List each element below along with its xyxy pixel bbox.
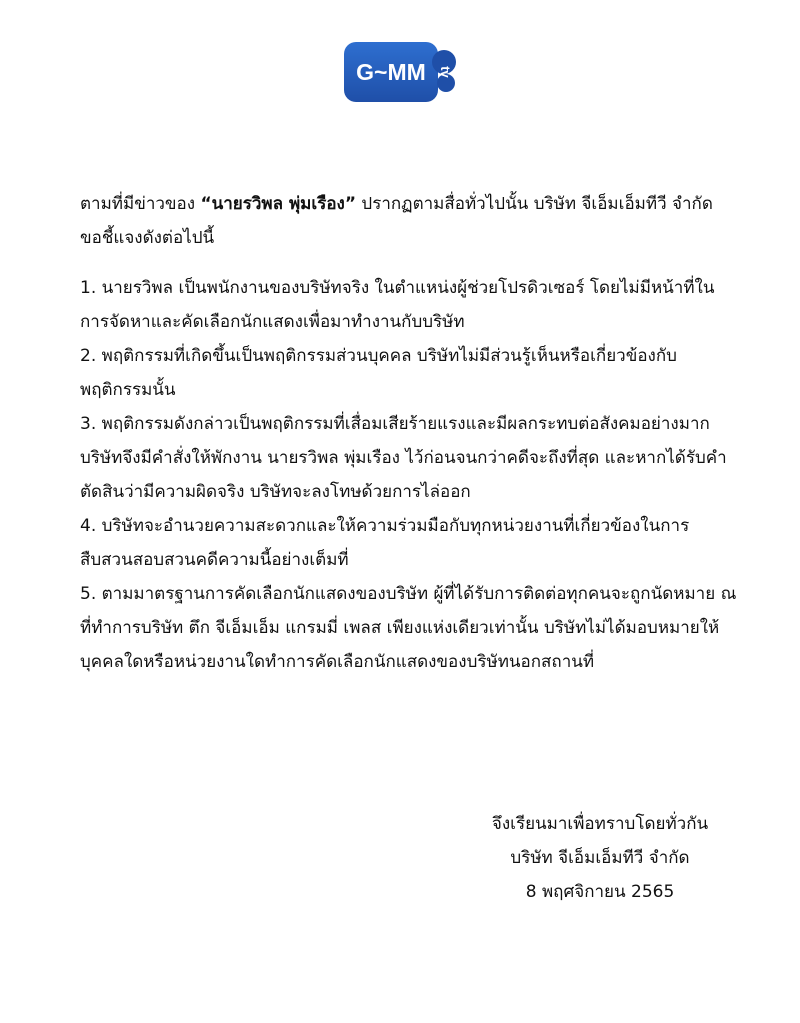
statement-intro xyxy=(80,187,740,255)
statement-body xyxy=(80,187,740,679)
statement-date: 8 พฤศจิกายน 2565 xyxy=(525,882,675,902)
intro-before: ตามที่มีข่าวของ xyxy=(80,194,201,214)
logo-text: G~MM xyxy=(356,59,426,85)
gmm-tv-logo xyxy=(344,38,462,106)
statement-list xyxy=(80,271,740,679)
statement-item-5: 5. ตามมาตรฐานการคัดเลือกนักแสดงของบริษัท ผู้ที่ได้รับการติดต่อทุกคนจะถูกนัดหมาย ณ ที่ทำการบริษัท ตึก จีเอ็มเอ็ม แกรมมี่ เพลส เพียงแห่งเดียวเท่านั้น บริษัทไม่ได้มอบหมายให้บุคคลใดหรือหน่วยงานใดทำการคัดเลือกนักแสดงของบริษัทนอกสถานที่ xyxy=(80,584,737,672)
statement-item-4: 4. บริษัทจะอำนวยความสะดวกและให้ความร่วมมือกับทุกหน่วยงานที่เกี่ยวข้องในการสืบสวนสอบสวนคดีความนี้อย่างเต็มที่ xyxy=(80,516,690,570)
company-name: บริษัท จีเอ็มเอ็มทีวี จำกัด xyxy=(510,848,690,868)
logo-badge-text: tv xyxy=(438,66,453,78)
closing-line: จึงเรียนมาเพื่อทราบโดยทั่วกัน xyxy=(491,814,709,834)
statement-item-2: 2. พฤติกรรมที่เกิดขึ้นเป็นพฤติกรรมส่วนบุคคล บริษัทไม่มีส่วนรู้เห็นหรือเกี่ยวข้องกับพฤติกรรมนั้น xyxy=(80,346,677,400)
intro-name: “นายรวิพล พุ่มเรือง” xyxy=(200,194,357,214)
statement-item-3: 3. พฤติกรรมดังกล่าวเป็นพฤติกรรมที่เสื่อมเสียร้ายแรงและมีผลกระทบต่อสังคมอย่างมาก บริษัทจึงมีคำสั่งให้พักงาน นายรวิพล พุ่มเรือง ไว้ก่อนจนกว่าคดีจะถึงที่สุด และหากได้รับคำตัดสินว่ามีความผิดจริง บริษัทจะลงโทษด้วยการไล่ออก xyxy=(80,414,727,502)
signature-block xyxy=(410,807,790,909)
intro-after: ปรากฏตามสื่อทั่วไปนั้น บริษัท จีเอ็มเอ็มทีวี จำกัด ขอชี้แจงดังต่อไปนี้ xyxy=(80,194,713,248)
gmm-tv-logo-graphic xyxy=(344,38,462,106)
statement-item-1: 1. นายรวิพล เป็นพนักงานของบริษัทจริง ในตำแหน่งผู้ช่วยโปรดิวเซอร์ โดยไม่มีหน้าที่ในการจัดหาและคัดเลือกนักแสดงเพื่อมาทำงานกับบริษัท xyxy=(80,278,715,332)
